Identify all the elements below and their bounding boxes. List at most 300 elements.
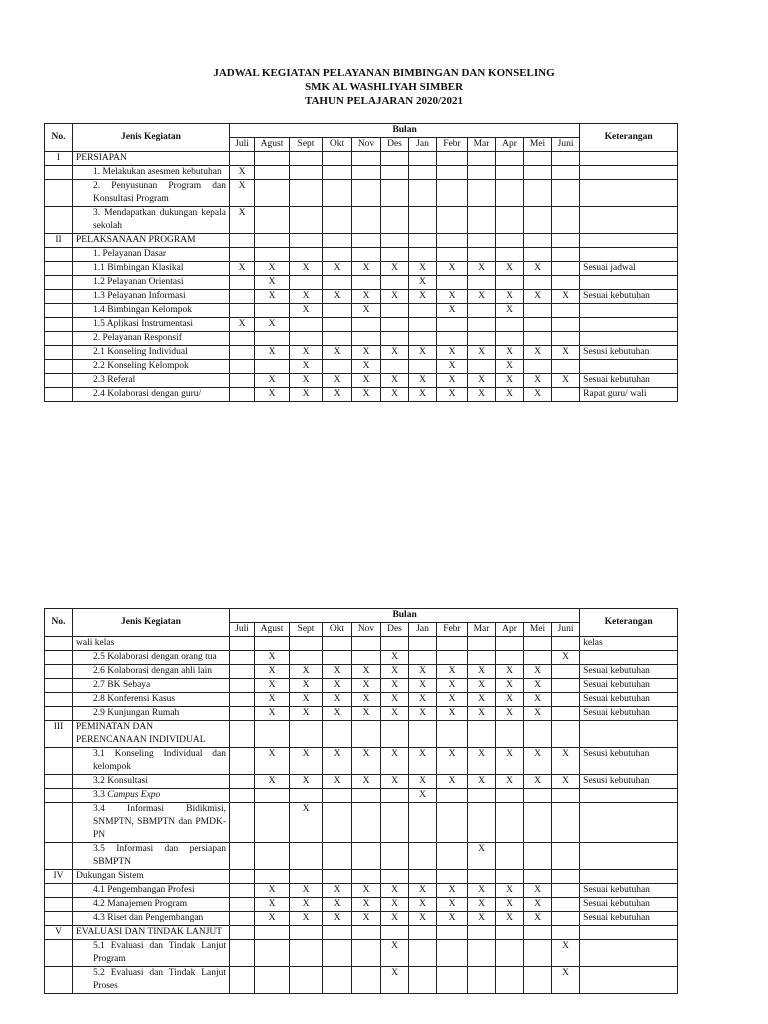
schedule-cell xyxy=(468,248,496,262)
schedule-mark: X xyxy=(409,679,437,693)
schedule-mark: X xyxy=(437,912,468,926)
note-cell xyxy=(580,940,678,967)
schedule-mark: X xyxy=(255,651,290,665)
schedule-cell xyxy=(230,967,255,994)
schedule-mark: X xyxy=(290,707,323,721)
schedule-mark: X xyxy=(524,707,552,721)
month-header: Jan xyxy=(409,623,437,637)
schedule-mark: X xyxy=(290,775,323,789)
activity-label: 3. Mendapatkan dukungan kepala sekolah xyxy=(73,207,230,234)
schedule-cell xyxy=(230,721,255,748)
activity-label: 2.9 Kunjungan Rumah xyxy=(73,707,230,721)
note-cell xyxy=(580,926,678,940)
schedule-cell xyxy=(381,803,409,843)
activity-label: 1.3 Pelayanan Informasi xyxy=(73,290,230,304)
schedule-mark: X xyxy=(524,748,552,775)
schedule-cell xyxy=(255,926,290,940)
schedule-mark: X xyxy=(323,346,352,360)
schedule-cell xyxy=(230,346,255,360)
schedule-cell xyxy=(496,207,524,234)
note-cell: Sesuai kebutuhan xyxy=(580,679,678,693)
table-row xyxy=(45,248,678,262)
activity-label: 2.6 Kolaborasi dengan ahli lain xyxy=(73,665,230,679)
schedule-mark: X xyxy=(496,374,524,388)
schedule-mark: X xyxy=(468,898,496,912)
schedule-cell xyxy=(230,803,255,843)
schedule-cell xyxy=(290,248,323,262)
schedule-mark: X xyxy=(230,166,255,180)
schedule-mark: X xyxy=(230,180,255,207)
note-cell: Sesusi kebutuhan xyxy=(580,775,678,789)
month-header: Agust xyxy=(255,623,290,637)
schedule-mark: X xyxy=(409,262,437,276)
schedule-mark: X xyxy=(468,346,496,360)
schedule-cell xyxy=(230,884,255,898)
row-number: IV xyxy=(45,870,73,884)
schedule-mark: X xyxy=(290,290,323,304)
schedule-cell xyxy=(230,748,255,775)
table-row xyxy=(45,651,678,665)
table-row xyxy=(45,940,678,967)
schedule-cell xyxy=(255,360,290,374)
note-cell xyxy=(580,180,678,207)
schedule-cell xyxy=(552,789,580,803)
schedule-cell xyxy=(230,304,255,318)
schedule-cell xyxy=(496,332,524,346)
schedule-cell xyxy=(381,207,409,234)
row-number xyxy=(45,360,73,374)
schedule-mark: X xyxy=(290,679,323,693)
schedule-mark: X xyxy=(352,290,381,304)
schedule-mark: X xyxy=(290,912,323,926)
note-cell xyxy=(580,843,678,870)
activity-label: 3.5 Informasi dan persiapan SBMPTN xyxy=(73,843,230,870)
schedule-cell xyxy=(496,940,524,967)
row-number xyxy=(45,789,73,803)
schedule-mark: X xyxy=(524,679,552,693)
row-number xyxy=(45,940,73,967)
month-header: Nov xyxy=(352,623,381,637)
schedule-cell xyxy=(468,318,496,332)
schedule-cell xyxy=(437,152,468,166)
schedule-mark: X xyxy=(323,898,352,912)
table-row xyxy=(45,346,678,360)
note-cell xyxy=(580,304,678,318)
schedule-mark: X xyxy=(381,290,409,304)
note-cell: Rapat guru/ wali xyxy=(580,388,678,402)
table-row xyxy=(45,332,678,346)
schedule-cell xyxy=(552,884,580,898)
schedule-mark: X xyxy=(524,884,552,898)
schedule-cell xyxy=(381,180,409,207)
schedule-cell xyxy=(468,152,496,166)
schedule-cell xyxy=(381,318,409,332)
activity-label: 5.2 Evaluasi dan Tindak Lanjut Proses xyxy=(73,967,230,994)
schedule-cell xyxy=(552,332,580,346)
schedule-mark: X xyxy=(290,374,323,388)
schedule-mark: X xyxy=(352,912,381,926)
schedule-cell xyxy=(323,940,352,967)
schedule-mark: X xyxy=(323,388,352,402)
schedule-cell xyxy=(352,637,381,651)
schedule-mark: X xyxy=(552,374,580,388)
schedule-mark: X xyxy=(524,374,552,388)
schedule-cell xyxy=(323,166,352,180)
schedule-cell xyxy=(552,912,580,926)
schedule-cell xyxy=(323,152,352,166)
schedule-cell xyxy=(468,304,496,318)
schedule-cell xyxy=(323,843,352,870)
activity-label: 4.1 Pengembangan Profesi xyxy=(73,884,230,898)
schedule-mark: X xyxy=(409,693,437,707)
column-header-activity: Jenis Kegiatan xyxy=(73,124,230,152)
schedule-mark: X xyxy=(409,276,437,290)
schedule-cell xyxy=(323,803,352,843)
schedule-mark: X xyxy=(323,707,352,721)
schedule-cell xyxy=(524,234,552,248)
schedule-cell xyxy=(381,870,409,884)
schedule-mark: X xyxy=(409,665,437,679)
schedule-cell xyxy=(552,665,580,679)
table-row xyxy=(45,884,678,898)
schedule-cell xyxy=(468,637,496,651)
schedule-cell xyxy=(468,651,496,665)
schedule-cell xyxy=(409,967,437,994)
schedule-mark: X xyxy=(381,775,409,789)
schedule-mark: X xyxy=(409,707,437,721)
schedule-mark: X xyxy=(352,346,381,360)
schedule-mark: X xyxy=(255,388,290,402)
activity-label: 3.3 Campus Expo xyxy=(73,789,230,803)
schedule-cell xyxy=(552,926,580,940)
schedule-cell xyxy=(468,207,496,234)
schedule-cell xyxy=(409,166,437,180)
note-cell: Sesuai kebutuhan xyxy=(580,898,678,912)
schedule-cell xyxy=(323,234,352,248)
schedule-cell xyxy=(552,637,580,651)
activity-label: 4.3 Riset dan Pengembangan xyxy=(73,912,230,926)
schedule-mark: X xyxy=(323,693,352,707)
schedule-cell xyxy=(552,207,580,234)
note-cell xyxy=(580,789,678,803)
schedule-cell xyxy=(437,870,468,884)
schedule-cell xyxy=(552,180,580,207)
schedule-mark: X xyxy=(409,912,437,926)
schedule-cell xyxy=(290,276,323,290)
schedule-cell xyxy=(409,180,437,207)
row-number xyxy=(45,693,73,707)
schedule-cell xyxy=(290,843,323,870)
schedule-cell xyxy=(496,843,524,870)
schedule-cell xyxy=(552,262,580,276)
schedule-cell xyxy=(381,152,409,166)
schedule-cell xyxy=(352,967,381,994)
schedule-mark: X xyxy=(409,748,437,775)
month-header: Mei xyxy=(524,623,552,637)
schedule-mark: X xyxy=(496,748,524,775)
schedule-mark: X xyxy=(524,693,552,707)
schedule-cell xyxy=(352,248,381,262)
schedule-cell xyxy=(255,152,290,166)
schedule-mark: X xyxy=(409,374,437,388)
schedule-cell xyxy=(524,318,552,332)
schedule-mark: X xyxy=(468,843,496,870)
schedule-cell xyxy=(524,360,552,374)
schedule-mark: X xyxy=(524,665,552,679)
activity-label: 1. Melakukan asesmen kebutuhan xyxy=(73,166,230,180)
schedule-mark: X xyxy=(230,262,255,276)
schedule-mark: X xyxy=(468,748,496,775)
activity-label: 2.2 Konseling Kelompok xyxy=(73,360,230,374)
note-cell xyxy=(580,967,678,994)
schedule-mark: X xyxy=(352,262,381,276)
schedule-mark: X xyxy=(437,693,468,707)
schedule-cell xyxy=(552,166,580,180)
schedule-cell xyxy=(437,843,468,870)
schedule-cell xyxy=(468,180,496,207)
table-row xyxy=(45,637,678,651)
schedule-cell xyxy=(255,940,290,967)
schedule-mark: X xyxy=(255,912,290,926)
schedule-cell xyxy=(468,789,496,803)
schedule-cell xyxy=(437,180,468,207)
month-header: Mar xyxy=(468,138,496,152)
schedule-cell xyxy=(255,207,290,234)
schedule-cell xyxy=(468,940,496,967)
schedule-cell xyxy=(496,637,524,651)
schedule-cell xyxy=(524,940,552,967)
schedule-cell xyxy=(290,926,323,940)
schedule-cell xyxy=(381,721,409,748)
note-cell xyxy=(580,721,678,748)
schedule-cell xyxy=(352,789,381,803)
schedule-cell xyxy=(409,318,437,332)
row-number xyxy=(45,332,73,346)
note-cell xyxy=(580,651,678,665)
schedule-cell xyxy=(552,304,580,318)
schedule-cell xyxy=(409,360,437,374)
schedule-mark: X xyxy=(524,388,552,402)
schedule-mark: X xyxy=(381,707,409,721)
schedule-mark: X xyxy=(290,262,323,276)
activity-label: 2. Pelayanan Responsif xyxy=(73,332,230,346)
schedule-cell xyxy=(381,276,409,290)
table-row xyxy=(45,748,678,775)
schedule-cell xyxy=(409,651,437,665)
note-cell xyxy=(580,870,678,884)
schedule-cell xyxy=(437,637,468,651)
row-number xyxy=(45,276,73,290)
schedule-mark: X xyxy=(352,374,381,388)
schedule-cell xyxy=(230,775,255,789)
schedule-cell xyxy=(323,360,352,374)
schedule-cell xyxy=(437,926,468,940)
schedule-cell xyxy=(524,248,552,262)
schedule-cell xyxy=(255,180,290,207)
schedule-mark: X xyxy=(255,775,290,789)
table-row xyxy=(45,262,678,276)
schedule-cell xyxy=(290,940,323,967)
schedule-cell xyxy=(290,789,323,803)
schedule-cell xyxy=(552,721,580,748)
month-header: Juli xyxy=(230,138,255,152)
schedule-cell xyxy=(323,276,352,290)
schedule-cell xyxy=(323,332,352,346)
schedule-mark: X xyxy=(352,884,381,898)
note-cell xyxy=(580,166,678,180)
row-number xyxy=(45,775,73,789)
schedule-cell xyxy=(496,152,524,166)
month-header: Mei xyxy=(524,138,552,152)
schedule-cell xyxy=(255,304,290,318)
row-number xyxy=(45,843,73,870)
header-row xyxy=(45,124,678,138)
schedule-cell xyxy=(552,360,580,374)
schedule-mark: X xyxy=(437,290,468,304)
activity-label: 4.2 Manajemen Program xyxy=(73,898,230,912)
schedule-mark: X xyxy=(468,775,496,789)
schedule-mark: X xyxy=(496,262,524,276)
schedule-mark: X xyxy=(437,262,468,276)
schedule-cell xyxy=(524,637,552,651)
schedule-cell xyxy=(552,318,580,332)
schedule-mark: X xyxy=(255,707,290,721)
schedule-cell xyxy=(437,721,468,748)
schedule-cell xyxy=(352,843,381,870)
schedule-mark: X xyxy=(255,290,290,304)
schedule-mark: X xyxy=(323,775,352,789)
column-header-no: No. xyxy=(45,124,73,152)
note-cell: Sesuai jadwal xyxy=(580,262,678,276)
schedule-mark: X xyxy=(437,748,468,775)
activity-label-italic: Campus Expo xyxy=(107,790,161,800)
row-number xyxy=(45,637,73,651)
month-header: Sept xyxy=(290,623,323,637)
schedule-cell xyxy=(468,967,496,994)
schedule-cell xyxy=(552,276,580,290)
schedule-mark: X xyxy=(255,346,290,360)
section-row xyxy=(45,870,678,884)
month-header: Juni xyxy=(552,623,580,637)
schedule-cell xyxy=(290,234,323,248)
schedule-cell xyxy=(352,166,381,180)
schedule-mark: X xyxy=(437,374,468,388)
schedule-cell xyxy=(409,332,437,346)
row-number xyxy=(45,967,73,994)
schedule-mark: X xyxy=(381,388,409,402)
table-row xyxy=(45,967,678,994)
schedule-cell xyxy=(552,388,580,402)
row-number xyxy=(45,679,73,693)
schedule-cell xyxy=(409,234,437,248)
schedule-mark: X xyxy=(381,262,409,276)
schedule-cell xyxy=(468,803,496,843)
row-number: V xyxy=(45,926,73,940)
schedule-mark: X xyxy=(255,884,290,898)
schedule-mark: X xyxy=(352,898,381,912)
schedule-cell xyxy=(352,926,381,940)
schedule-mark: X xyxy=(323,884,352,898)
schedule-mark: X xyxy=(255,262,290,276)
row-number xyxy=(45,304,73,318)
schedule-cell xyxy=(323,207,352,234)
schedule-cell xyxy=(323,248,352,262)
document-title xyxy=(0,66,768,108)
schedule-mark: X xyxy=(496,290,524,304)
header-row xyxy=(45,609,678,623)
activity-label: 2.5 Kolaborasi dengan orang tua xyxy=(73,651,230,665)
schedule-mark: X xyxy=(468,388,496,402)
schedule-mark: X xyxy=(255,374,290,388)
schedule-mark: X xyxy=(290,693,323,707)
schedule-cell xyxy=(352,721,381,748)
activity-label: wali kelas xyxy=(73,637,230,651)
schedule-cell xyxy=(230,789,255,803)
schedule-cell xyxy=(524,180,552,207)
row-number xyxy=(45,707,73,721)
schedule-cell xyxy=(230,679,255,693)
title-line-1: JADWAL KEGIATAN PELAYANAN BIMBINGAN DAN KONSELING xyxy=(213,67,555,79)
schedule-cell xyxy=(381,248,409,262)
row-number xyxy=(45,318,73,332)
schedule-cell xyxy=(496,651,524,665)
schedule-mark: X xyxy=(255,679,290,693)
schedule-cell xyxy=(437,332,468,346)
note-cell: Sesuai kebutuhan xyxy=(580,374,678,388)
schedule-cell xyxy=(290,637,323,651)
note-cell: Sesusi kebutuhan xyxy=(580,346,678,360)
schedule-mark: X xyxy=(381,967,409,994)
schedule-mark: X xyxy=(437,707,468,721)
table-row xyxy=(45,388,678,402)
schedule-cell xyxy=(468,360,496,374)
table-row xyxy=(45,898,678,912)
schedule-mark: X xyxy=(552,651,580,665)
schedule-mark: X xyxy=(437,898,468,912)
section-row xyxy=(45,721,678,748)
schedule-mark: X xyxy=(352,679,381,693)
schedule-mark: X xyxy=(255,748,290,775)
schedule-cell xyxy=(437,234,468,248)
schedule-mark: X xyxy=(352,748,381,775)
schedule-cell xyxy=(352,940,381,967)
table-row xyxy=(45,843,678,870)
note-cell: Sesuai kebutuhan xyxy=(580,884,678,898)
schedule-mark: X xyxy=(496,912,524,926)
schedule-cell xyxy=(230,843,255,870)
schedule-mark: X xyxy=(468,290,496,304)
schedule-cell xyxy=(409,940,437,967)
activity-label: EVALUASI DAN TINDAK LANJUT xyxy=(73,926,230,940)
schedule-mark: X xyxy=(290,665,323,679)
schedule-cell xyxy=(524,166,552,180)
month-header: Des xyxy=(381,623,409,637)
schedule-cell xyxy=(230,388,255,402)
schedule-cell xyxy=(230,332,255,346)
schedule-mark: X xyxy=(496,665,524,679)
schedule-cell xyxy=(230,637,255,651)
schedule-mark: X xyxy=(524,346,552,360)
row-number: I xyxy=(45,152,73,166)
schedule-cell xyxy=(381,332,409,346)
schedule-cell xyxy=(230,940,255,967)
month-header: Okt xyxy=(323,138,352,152)
activity-label: PERSIAPAN xyxy=(73,152,230,166)
schedule-cell xyxy=(290,967,323,994)
schedule-mark: X xyxy=(290,884,323,898)
schedule-mark: X xyxy=(437,665,468,679)
schedule-mark: X xyxy=(552,290,580,304)
